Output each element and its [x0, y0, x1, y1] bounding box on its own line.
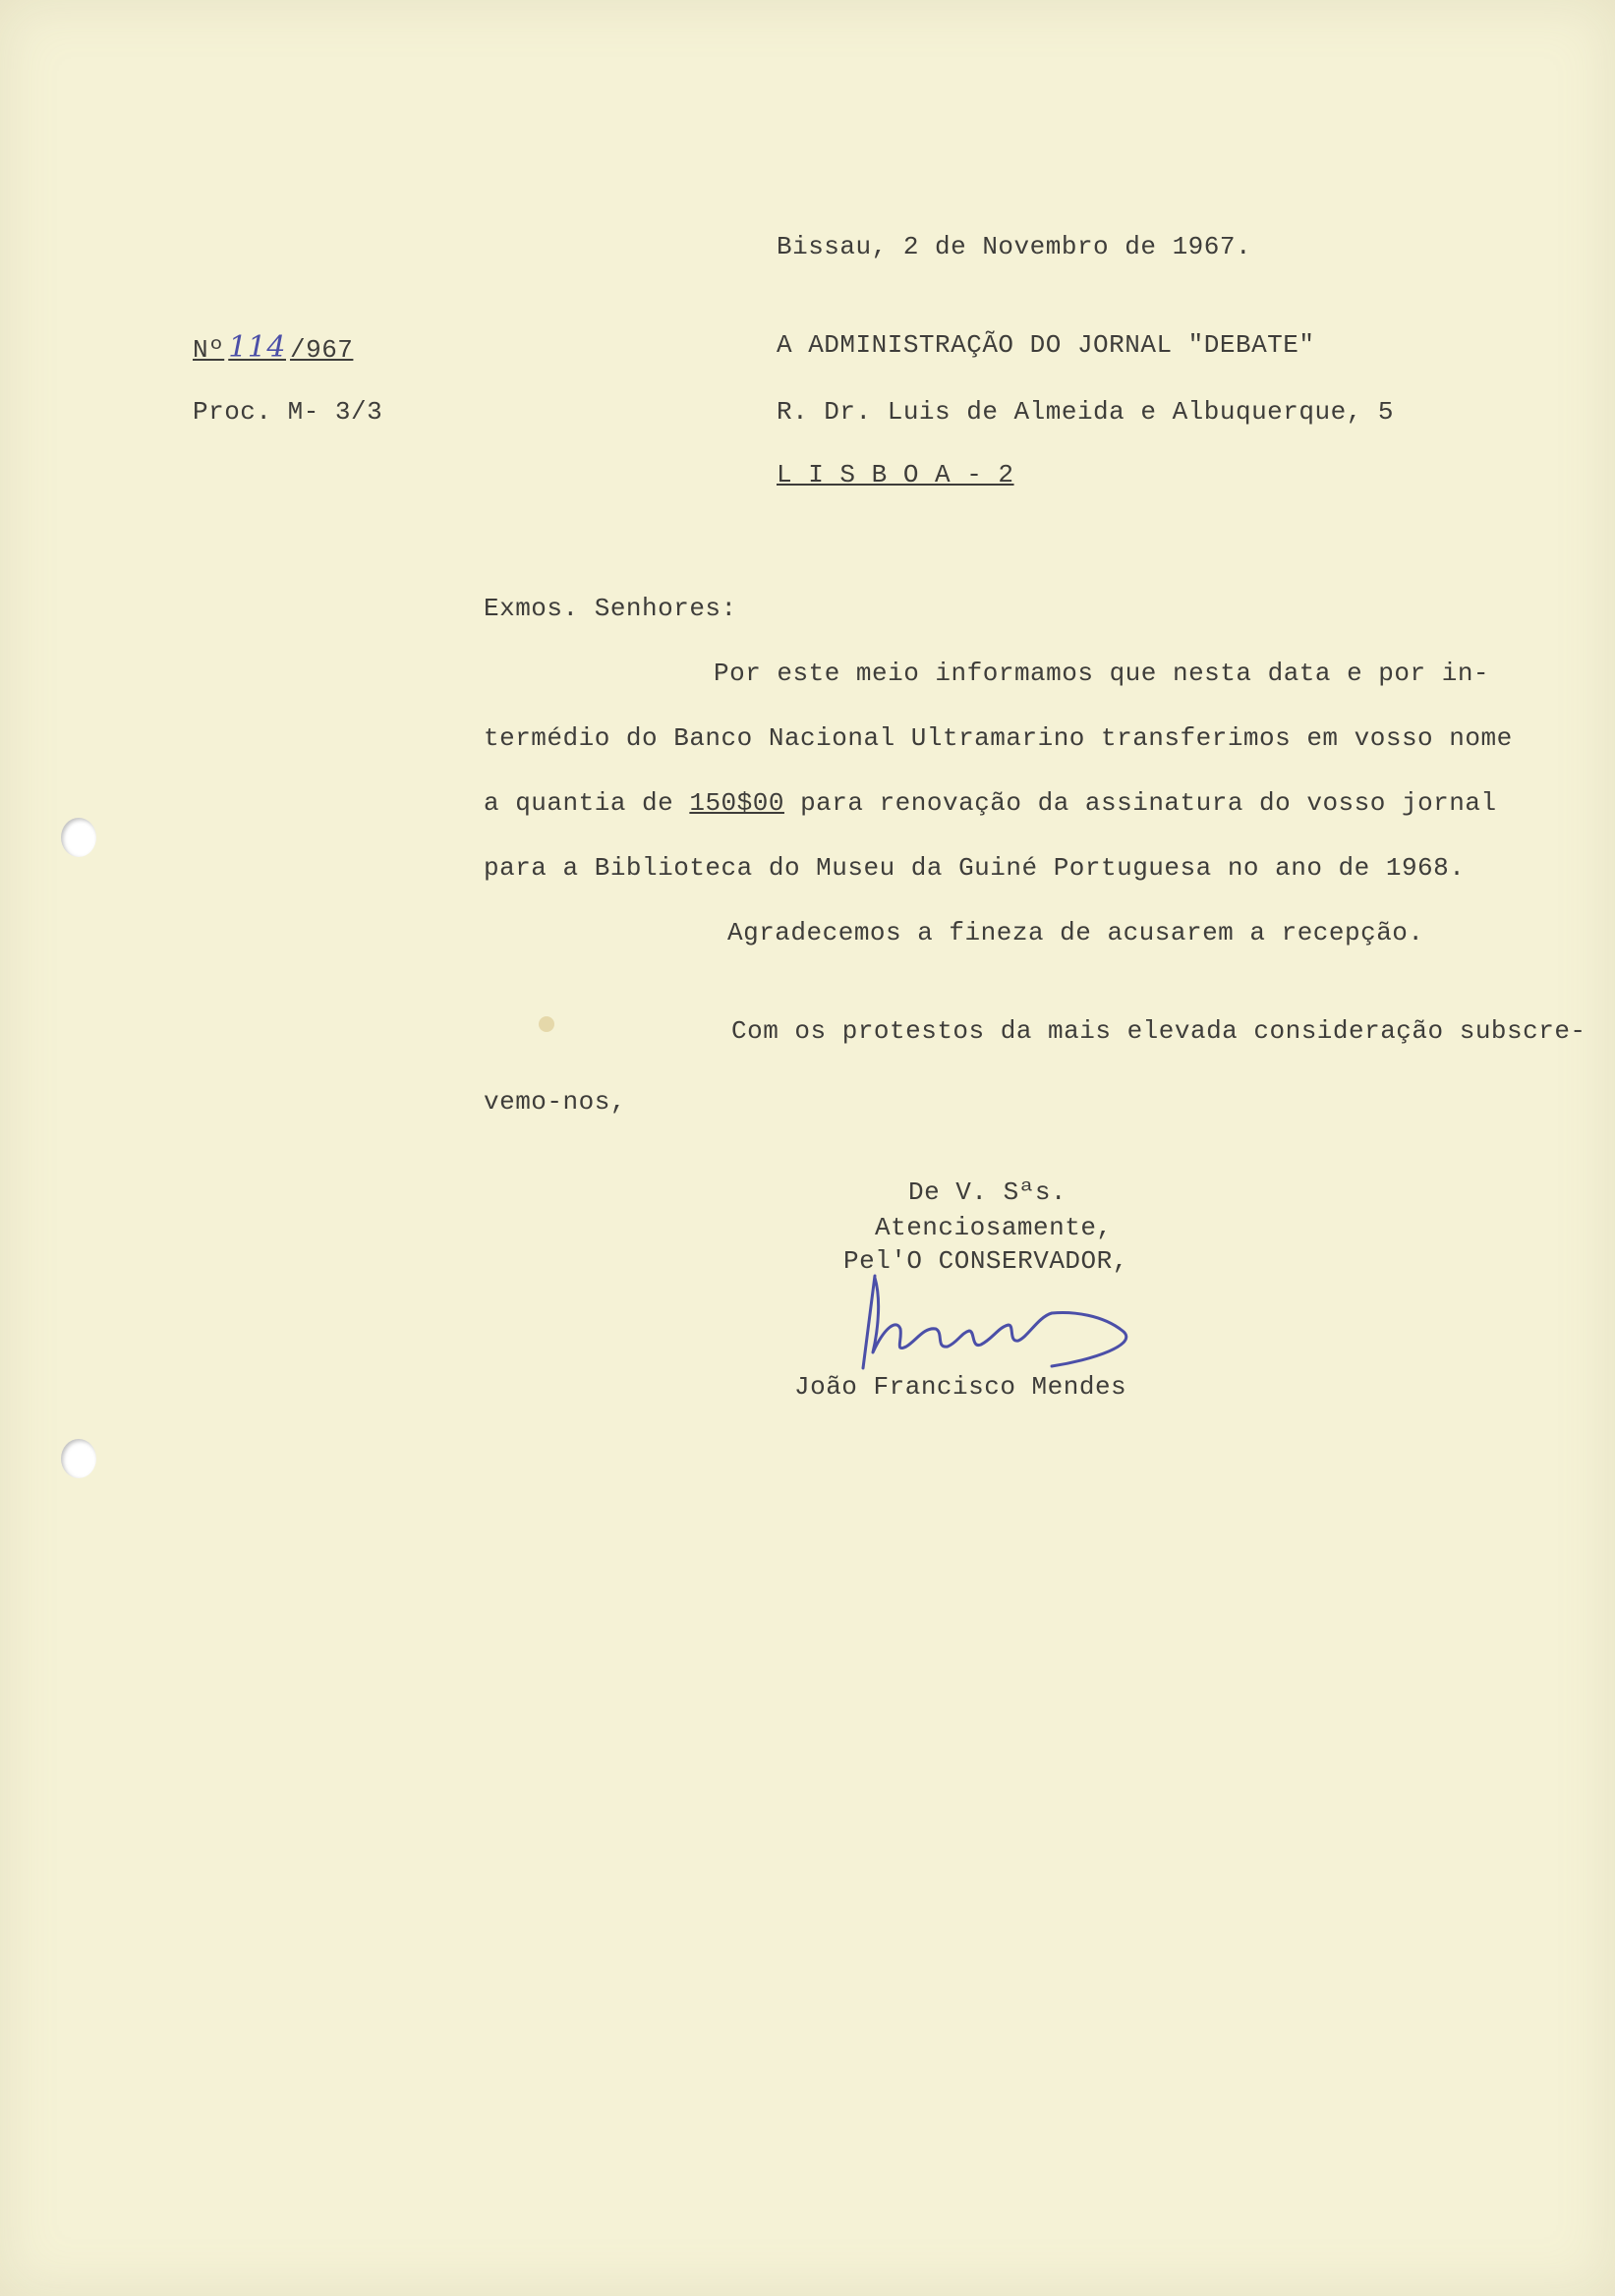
- punch-hole-top: [61, 818, 96, 857]
- text-segment: para renovação da assinatura do vosso jornal: [783, 788, 1497, 818]
- reference-number-suffix: /967: [289, 335, 354, 365]
- recipient-city: L I S B O A - 2: [777, 460, 1014, 489]
- process-number: Proc. M- 3/3: [193, 397, 383, 427]
- handwritten-number: 114: [228, 330, 286, 365]
- paragraph-1-line-3: [484, 788, 1497, 818]
- signatory-name: João Francisco Mendes: [794, 1372, 1127, 1402]
- recipient-address: R. Dr. Luis de Almeida e Albuquerque, 5: [777, 397, 1394, 427]
- paragraph-3-line-2: vemo-nos,: [484, 1087, 626, 1117]
- closing-regards: Atenciosamente,: [875, 1213, 1113, 1242]
- punch-hole-bottom: [61, 1439, 96, 1478]
- paragraph-1-line-2: termédio do Banco Nacional Ultramarino transferimos em vosso nome: [484, 723, 1513, 753]
- paragraph-1-line-4: para a Biblioteca do Museu da Guiné Portuguesa no ano de 1968.: [484, 853, 1466, 883]
- paragraph-2: Agradecemos a fineza de acusarem a recepção.: [727, 918, 1424, 947]
- text-segment: a quantia de: [484, 788, 690, 818]
- amount: 150$00: [689, 788, 784, 818]
- place-date: Bissau, 2 de Novembro de 1967.: [777, 232, 1252, 261]
- reference-number: [193, 330, 353, 365]
- paragraph-1-line-1: Por este meio informamos que nesta data e por in-: [714, 659, 1490, 688]
- closing-role: Pel'O CONSERVADOR,: [843, 1246, 1128, 1276]
- salutation: Exmos. Senhores:: [484, 594, 737, 623]
- paper-stain: [539, 1016, 554, 1032]
- closing-greeting: De V. Sªs.: [908, 1177, 1067, 1207]
- reference-number-prefix: Nº: [193, 335, 225, 365]
- paragraph-3-line-1: Com os protestos da mais elevada consideração subscre-: [731, 1016, 1586, 1046]
- recipient-name: A ADMINISTRAÇÃO DO JORNAL "DEBATE": [777, 330, 1315, 360]
